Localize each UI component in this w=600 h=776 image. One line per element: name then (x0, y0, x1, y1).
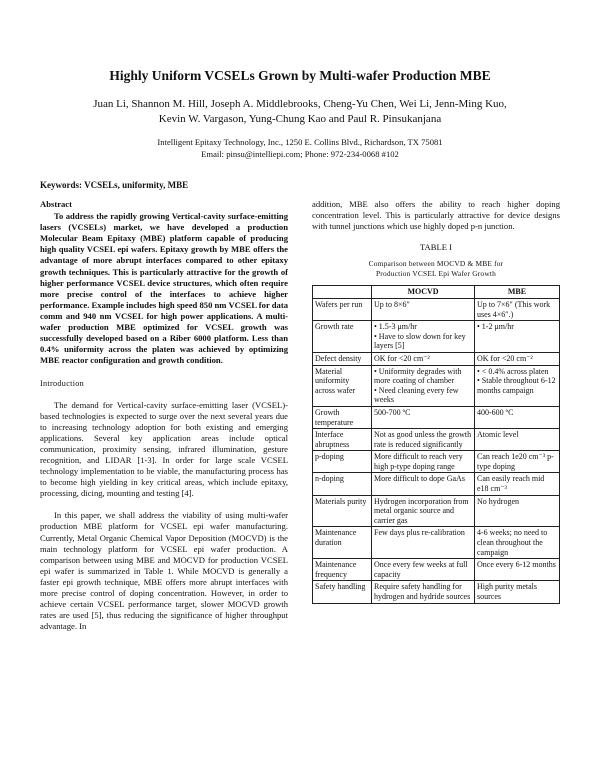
table-cell-mbe (475, 365, 560, 406)
left-column (40, 199, 288, 632)
table-cell-line: OK for <20 cm⁻² (374, 353, 430, 363)
table-cell-mocvd (372, 406, 475, 428)
table-cell-line: Atomic level (477, 430, 519, 440)
table-row-label: n-doping (313, 473, 372, 495)
introduction-heading: Introduction (40, 379, 85, 389)
authors-line-2: Kevin W. Vargason, Yung-Chung Kao and Paul R. Pinsukanjana (158, 113, 442, 125)
table-header-row (313, 286, 560, 299)
table-cell-mocvd (372, 473, 475, 495)
table-cell-mbe (475, 451, 560, 473)
table-body (313, 298, 560, 603)
table-cell-line: • 1.5-3 μm/hr (374, 322, 417, 332)
intro-paragraph-2: In this paper, we shall address the viability of using multi-wafer production MBE platform for VCSEL epi wafer manufacturing. Currently, Metal Organic Chemical Vapor Deposition (MOCVD) is the main technology platform for VCSEL epi wafer production. A comparison between using MBE and MOCVD for production VCSEL epi wafer is summarized in Table 1. While MOCVD is generally a faster epi growth technique, MBE offers more abrupt interfaces with more precise control of doping concentration. However, in order to achieve certain VCSEL performance target, slower MOCVD growth rates are used [5], thus reducing the significance of higher throughput advantage. In (40, 510, 288, 632)
table-row (313, 365, 560, 406)
table-cell-line: • Have to slow down for key layers [5] (374, 331, 466, 351)
table-row (313, 352, 560, 365)
table-cell-mocvd (372, 365, 475, 406)
table-caption (312, 259, 560, 279)
table-cell-line: 400-600 ºC (477, 407, 514, 417)
table-cell-mbe (475, 429, 560, 451)
table-cell-line: Can reach 1e20 cm⁻³ p-type doping (477, 452, 554, 471)
table-row-label: Growth temperature (313, 406, 372, 428)
table-cell-mbe (475, 298, 560, 320)
right-column (312, 199, 560, 604)
table-row (313, 495, 560, 527)
author-list (40, 97, 560, 127)
table-header-mbe: MBE (475, 286, 560, 299)
table-cell-line: High purity metals sources (477, 582, 537, 601)
table-cell-line: Not as good unless the growth rate is reduced significantly (374, 430, 472, 449)
table-cell-mocvd (372, 451, 475, 473)
table-cell-line: OK for <20 cm⁻² (477, 353, 533, 363)
table-row-label: Interface abruptness (313, 429, 372, 451)
table-row (313, 406, 560, 428)
table-row (313, 298, 560, 320)
table-row-label: Growth rate (313, 321, 372, 353)
table-cell-line: • 1-2 μm/hr (477, 322, 514, 332)
table-cell-line: Once every 6-12 months (477, 560, 556, 570)
table-cell-line: Few days plus re-calibration (374, 528, 465, 538)
table-cell-mocvd (372, 527, 475, 559)
table-row-label: Maintenance frequency (313, 559, 372, 581)
table-header-mocvd: MOCVD (372, 286, 475, 299)
table-row-label: Defect density (313, 352, 372, 365)
abstract-heading: Abstract (40, 199, 72, 209)
table-cell-mocvd (372, 321, 475, 353)
table-cell-mocvd (372, 559, 475, 581)
table-cell-mocvd (372, 581, 475, 603)
table-row (313, 429, 560, 451)
table-cell-line: Hydrogen incorporation from metal organic source and carrier gas (374, 496, 469, 525)
table-number: TABLE I (419, 242, 452, 253)
comparison-table (312, 285, 560, 603)
table-row (313, 581, 560, 603)
table-row (313, 451, 560, 473)
affiliation-line-1: Intelligent Epitaxy Technology, Inc., 1250 E. Collins Blvd., Richardson, TX 75081 (157, 137, 443, 147)
table-row-label: Maintenance duration (313, 527, 372, 559)
table-row (313, 321, 560, 353)
table-cell-line: Once every few weeks at full capacity (374, 560, 468, 579)
table-cell-mbe (475, 527, 560, 559)
affiliation (40, 137, 560, 160)
table-cell-mocvd (372, 298, 475, 320)
table-row-label: Safety handling (313, 581, 372, 603)
table-cell-line: No hydrogen (477, 496, 519, 506)
table-row-label: Materials purity (313, 495, 372, 527)
table-row (313, 527, 560, 559)
table-cell-line: Can easily reach mid e18 cm⁻³ (477, 474, 545, 494)
table-cell-line: • < 0.4% across platen (477, 366, 549, 376)
intro-paragraph-2-continued: addition, MBE also offers the ability to reach higher doping concentration level. This is particularly attractive for device designs with tunnel junctions which use highly doped p-n junction. (312, 199, 560, 232)
table-cell-line: More difficult to dope GaAs (374, 474, 465, 484)
table-cell-mbe (475, 352, 560, 365)
table-cell-mocvd (372, 429, 475, 451)
table-row-label: Material uniformity across wafer (313, 365, 372, 406)
table-cell-mocvd (372, 495, 475, 527)
intro-paragraph-1: The demand for Vertical-cavity surface-emitting laser (VCSEL)-based technologies is expected to surge over the next several years due to increasing technology adoption for both existing and emerging applications. Several key application areas include optical communication, proximity sensing, infrared illumination, gesture recognition, and LIDAR [1-3]. In order for large scale VCSEL technology implementation to be viable, the manufacturing process has to become high yielding in key critical areas, which include epitaxy, processing, dicing, mounting and testing [4]. (40, 399, 288, 499)
table-caption-line-1: Comparison between MOCVD & MBE for (368, 259, 504, 269)
table-row-label: p-doping (313, 451, 372, 473)
table-header-blank (313, 286, 372, 299)
table-row (313, 559, 560, 581)
table-cell-line: • Uniformity degrades with more coating of chamber (374, 366, 462, 386)
table-cell-line: More difficult to reach very high p-type doping range (374, 452, 463, 471)
table-cell-line: • Stable throughout 6-12 months campaign (477, 376, 556, 395)
table-cell-mbe (475, 581, 560, 603)
paper-title: Highly Uniform VCSELs Grown by Multi-wafer Production MBE (109, 68, 491, 83)
keywords: Keywords: VCSELs, uniformity, MBE (40, 180, 189, 190)
affiliation-line-2: Email: pinsu@intelliepi.com; Phone: 972-234-0068 #102 (201, 148, 399, 159)
table-cell-line: Up to 7×6″ (This work uses 4×6″.) (477, 299, 551, 319)
table-cell-mbe (475, 559, 560, 581)
table-row (313, 473, 560, 495)
table-cell-line: Up to 8×6″ (374, 299, 410, 309)
table-cell-mbe (475, 321, 560, 353)
table-cell-mbe (475, 406, 560, 428)
table-cell-mbe (475, 495, 560, 527)
table-cell-line: • Need cleaning every few weeks (374, 385, 459, 405)
table-row-label: Wafers per run (313, 298, 372, 320)
table-cell-line: Require safety handling for hydrogen and hydride sources (374, 582, 471, 601)
table-cell-mocvd (372, 352, 475, 365)
table-caption-line-2: Production VCSEL Epi Wafer Growth (376, 269, 496, 279)
abstract-text: To address the rapidly growing Vertical-cavity surface-emitting lasers (VCSELs) market, we have developed a production Molecular Beam Epitaxy (MBE) platform capable of producing high quality VCSEL epi wafers. Epitaxy growth by MBE offers the advantage of more abrupt interfaces compared to other epitaxy growth techniques. This is particularly attractive for the growth of higher performance VCSEL device structures, which often require more precise control of the interfaces to achieve higher performance. Example includes high speed 850 nm VCSEL for data comm and 940 nm VCSEL for high power applications. A multi-wafer production MBE optimized for VCSEL growth was successfully developed based on a Riber 6000 platform. Less than 0.4% uniformity across the platen was achieved by optimizing MBE reactor configuration and growth condition. (40, 211, 288, 366)
table-cell-mbe (475, 473, 560, 495)
table-cell-line: 4-6 weeks; no need to clean throughout the campaign (477, 528, 548, 557)
authors-line-1: Juan Li, Shannon M. Hill, Joseph A. Middlebrooks, Cheng-Yu Chen, Wei Li, Jenn-Ming Kuo, (93, 98, 507, 110)
table-cell-line: 500-700 ºC (374, 407, 411, 417)
